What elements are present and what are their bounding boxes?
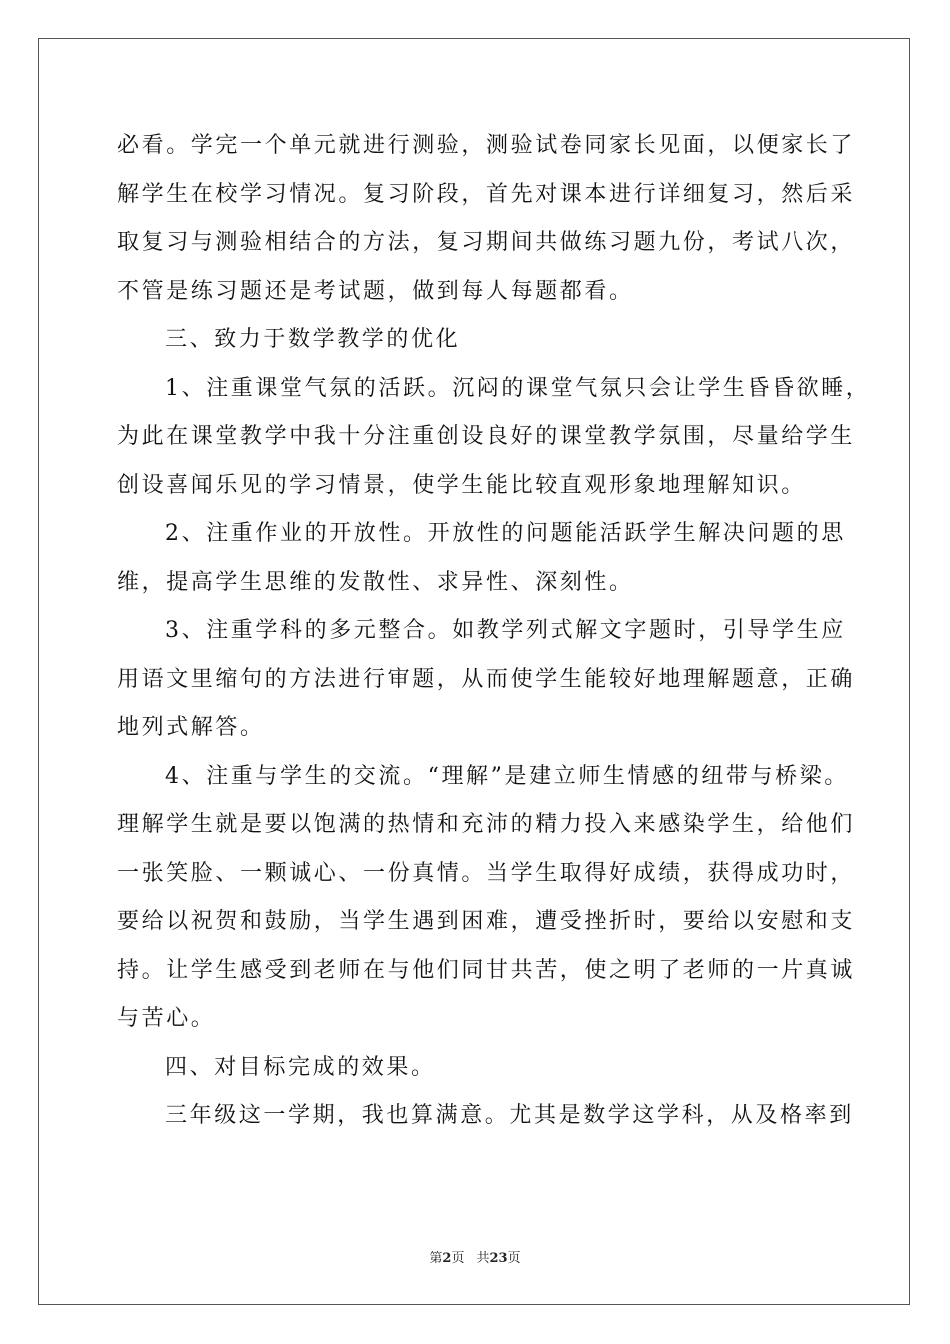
text-line: 4、注重与学生的交流。“理解”是建立师生情感的纽带与桥梁。 (165, 763, 849, 789)
text-line: 创设喜闻乐见的学习情景，使学生能比较直观形象地理解知识。 (117, 472, 806, 498)
total-prefix: 共 (476, 1251, 490, 1266)
text-line: 用语文里缩句的方法进行审题，从而使学生能较好地理解题意，正确 (117, 666, 856, 692)
document-body (117, 122, 871, 1141)
text-line: 地列式解答。 (117, 715, 265, 740)
page-suffix: 页 (451, 1251, 465, 1266)
text-line: 三年级这一学期，我也算满意。尤其是数学这学科，从及格率到 (165, 1103, 854, 1128)
text-line: 维，提高学生思维的发散性、求异性、深刻性。 (117, 569, 634, 595)
text-line: 不管是练习题还是考试题，做到每人每题都看。 (117, 278, 634, 304)
text-line: 必看。学完一个单元就进行测验，测验试卷同家长见面，以便家长了 (117, 133, 856, 158)
total-pages: 23 (489, 1251, 508, 1266)
text-line: 为此在课堂教学中我十分注重创设良好的课堂教学氛围，尽量给学生 (117, 424, 856, 449)
text-line: 四、对目标完成的效果。 (165, 1054, 436, 1080)
text-line: 取复习与测验相结合的方法，复习期间共做练习题九份，考试八次， (117, 230, 856, 255)
text-line: 2、注重作业的开放性。开放性的问题能活跃学生解决问题的思 (165, 521, 846, 546)
text-line: 要给以祝贺和鼓励，当学生遇到困难，遭受挫折时，要给以安慰和支 (117, 909, 856, 934)
text-line: 理解学生就是要以饱满的热情和充沛的精力投入来感染学生，给他们 (117, 812, 856, 837)
page-prefix: 第 (429, 1251, 443, 1266)
text-line: 1、注重课堂气氛的活跃。沉闷的课堂气氛只会让学生昏昏欲睡， (165, 375, 871, 401)
total-suffix: 页 (507, 1251, 521, 1266)
text-line: 一张笑脸、一颗诚心、一份真情。当学生取得好成绩，获得成功时， (117, 860, 856, 886)
text-line: 3、注重学科的多元整合。如教学列式解文字题时，引导学生应 (165, 618, 846, 643)
text-line: 与苦心。 (117, 1006, 216, 1031)
text-line: 解学生在校学习情况。复习阶段，首先对课本进行详细复习，然后采 (117, 181, 856, 207)
text-line: 持。让学生感受到老师在与他们同甘共苦，使之明了老师的一片真诚 (117, 957, 856, 983)
text-line: 三、致力于数学教学的优化 (165, 327, 461, 352)
page-footer (0, 1247, 950, 1266)
page-number: 2 (442, 1251, 452, 1266)
